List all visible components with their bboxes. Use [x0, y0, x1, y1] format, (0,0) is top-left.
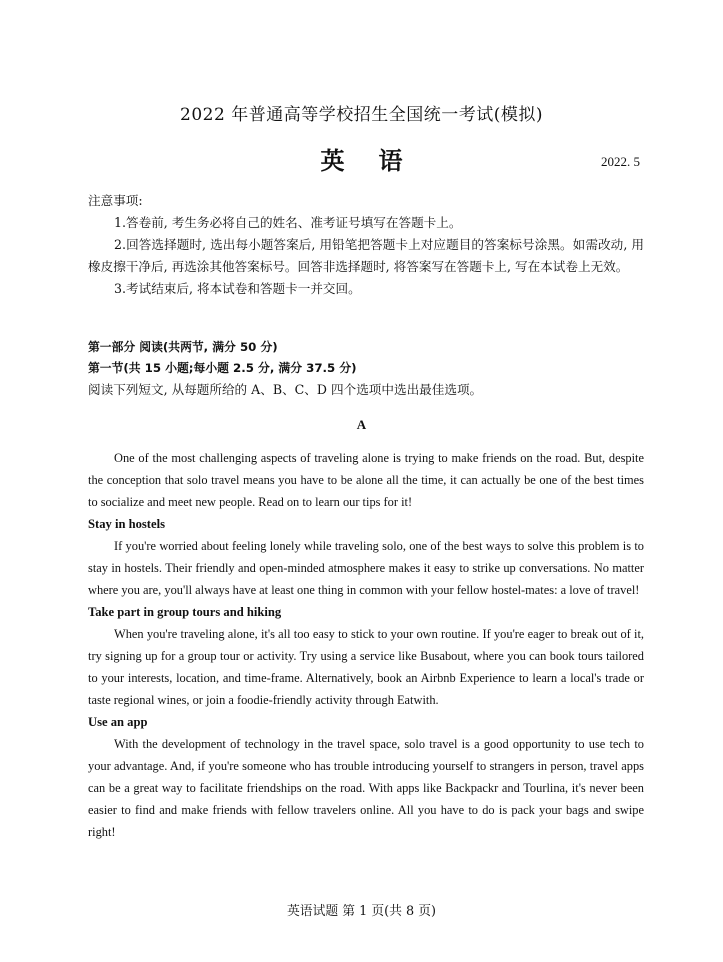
notes-heading: 注意事项:: [88, 193, 143, 208]
paragraph-group-tours: When you're traveling alone, it's all too easy to stick to your own routine. If you're eager to break out of it, try signing up for a group tour or activity. Try using a service like Busabout, where you can book tours tailored to your interests, location, and time-frame. Alternatively, book an Airbnb Experience to learn a local's trade or taste regional wines, or join a foodie-friendly activity through Eatwith.: [88, 627, 644, 707]
subheading-app: Use an app: [88, 715, 148, 729]
notes-item: 1.答卷前, 考生务必将自己的姓名、准考证号填写在答题卡上。: [114, 215, 462, 230]
passage-intro: One of the most challenging aspects of traveling alone is trying to make friends on the road. But, despite the conception that solo travel means you have to be alone all the time, it can actually be one of the best times to socialize and meet new people. Read on to learn our tips for it!: [88, 451, 644, 509]
section-title: 第一节(共 15 小题;每小题 2.5 分, 满分 37.5 分): [88, 361, 357, 375]
exam-notes: [88, 190, 644, 300]
part-title: 第一部分 阅读(共两节, 满分 50 分): [88, 340, 278, 354]
reading-instruction: 阅读下列短文, 从每题所给的 A、B、C、D 四个选项中选出最佳选项。: [88, 382, 483, 397]
paragraph-hostels: If you're worried about feeling lonely while traveling solo, one of the best ways to solve this problem is to stay in hostels. Their friendly and open-minded atmosphere makes it easy to strike up conversations. No matter where you are, you'll always have at least one thing in common with your fellow hostel-mates: a love of travel!: [88, 539, 644, 597]
notes-item: 3.考试结束后, 将本试卷和答题卡一并交回。: [114, 281, 361, 296]
page-footer: 英语试题 第 1 页(共 8 页): [287, 904, 436, 919]
exam-date: 2022. 5: [601, 154, 640, 169]
subheading-group-tours: Take part in group tours and hiking: [88, 605, 282, 619]
section-header: [88, 337, 644, 400]
paragraph-app: With the development of technology in the travel space, solo travel is a good opportunity to use tech to your advantage. And, if you're someone who has trouble introducing yourself to strangers in person, travel apps can be a great way to facilitate friendships on the road. With apps like Backpackr and Tourlina, it's never been easier to find and make friends with fellow travelers online. All you have to do is pack your bags and swipe right!: [88, 737, 644, 839]
subject-title: 英语: [320, 147, 437, 175]
exam-title: 2022 年普通高等学校招生全国统一考试(模拟): [180, 105, 543, 125]
notes-item: 2.回答选择题时, 选出每小题答案后, 用铅笔把答题卡上对应题目的答案标号涂黑。如需改动, 用橡皮擦干净后, 再选涂其他答案标号。回答非选择题时, 将答案写在答题卡上, 写在本试卷上无效。: [88, 237, 644, 274]
passage-label: A: [356, 417, 367, 432]
passage-a: [88, 447, 644, 843]
subheading-hostels: Stay in hostels: [88, 517, 165, 531]
